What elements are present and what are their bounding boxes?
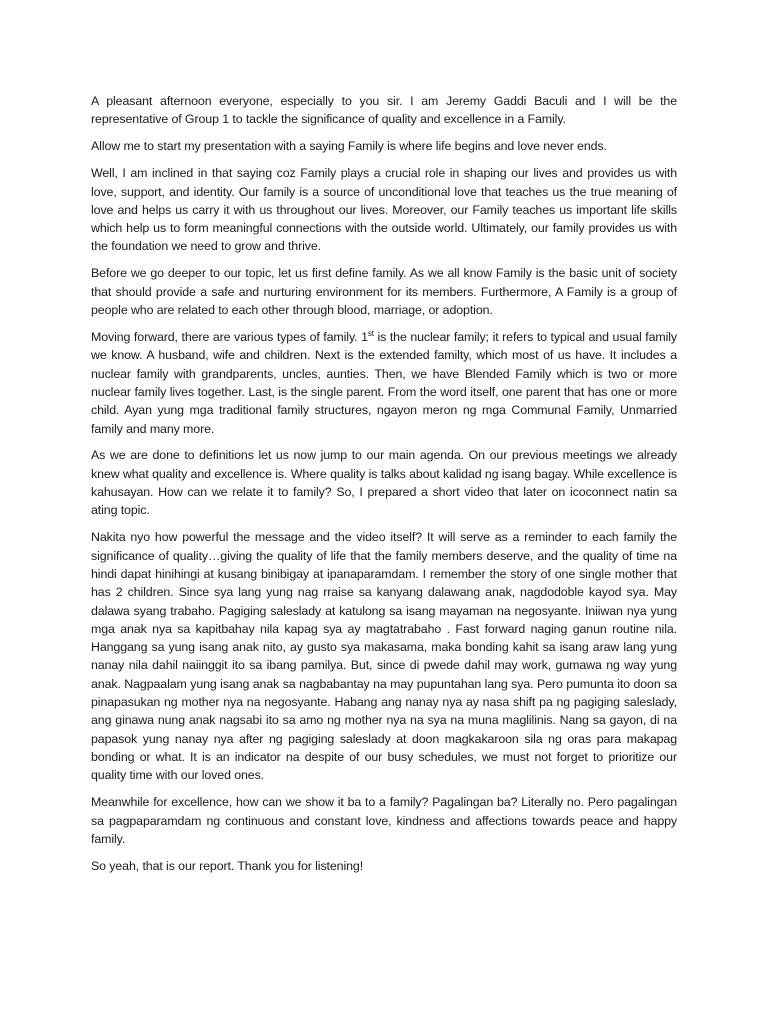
family-types-text-start: Moving forward, there are various types of family. 1 (91, 330, 368, 345)
paragraph-greeting: A pleasant afternoon everyone, especially to you sir. I am Jeremy Gaddi Baculi and I will be the representative of Group 1 to tackle the significance of quality and excellence in a Family. (91, 94, 677, 127)
paragraph-family-types (91, 328, 677, 438)
paragraph-family-role: Well, I am inclined in that saying coz Family plays a crucial role in shaping our lives and provides us with love, support, and identity. Our family is a source of unconditional love that teaches us the true meaning of love and helps us carry it with us throughout our lives. Moreover, our Family teaches us important life skills which help us to form meaningful connections with the outside world. Ultimately, our family provides us with the foundation we need to grow and thrive. (91, 166, 677, 254)
paragraph-family-definition: Before we go deeper to our topic, let us first define family. As we all know Family is the basic unit of society that should provide a safe and nurturing environment for its members. Furthermore, A Family is a group of people who are related to each other through blood, marriage, or adoption. (91, 266, 677, 318)
family-types-text-rest: is the nuclear family; it refers to typical and usual family we know. A husband, wife and children. Next is the extended familty, which most of us have. It includes a nuclear family with grandparents, uncles, aunties. Then, we have Blended Family which is two or more nuclear family lives together. Last, is the single parent. From the word itself, one parent that has one or more child. Ayan yung mga traditional family structures, ngayon meron ng mga Communal Family, Unmarried family and many more. (91, 330, 677, 436)
ordinal-superscript: st (367, 328, 374, 338)
paragraph-closing: So yeah, that is our report. Thank you for listening! (91, 858, 364, 873)
paragraph-opening-saying: Allow me to start my presentation with a saying Family is where life begins and love never ends. (91, 139, 607, 154)
paragraph-main-agenda: As we are done to definitions let us now jump to our main agenda. On our previous meetings we already knew what quality and excellence is. Where quality is talks about kalidad ng isang bagay. While excellence is kahusayan. How can we relate it to family? So, I prepared a short video that later on icoconnect natin sa ating topic. (91, 448, 677, 518)
paragraph-excellence: Meanwhile for excellence, how can we show it ba to a family? Pagalingan ba? Literally no. Pero pagalingan sa pagpaparamdam ng continuous and constant love, kindness and affections towards peace and happy family. (91, 795, 677, 846)
paragraph-quality-story: Nakita nyo how powerful the message and the video itself? It will serve as a reminder to each family the significance of quality…giving the quality of life that the family members deserve, and the quality of time na hindi dapat hinihingi at kusang binibigay at ipanaparamdam. I remember the story of one single mother that has 2 children. Since sya lang yung nag rraise sa kanyang dalawang anak, nagdodoble kayod sya. May dalawa syang trabaho. Pagiging saleslady at katulong sa isang mayaman na negosyante. Iniiwan nya yung mga anak nya sa kapitbahay nila kapag sya ay magtatrabaho . Fast forward naging ganun routine nila. Hanggang sa yung isang anak nito, ay gusto sya makasama, maka bonding kahit sa isang araw lang yung nanay nila dahil naiinggit ito sa ibang pamilya. But, since di pwede dahil may work, gumawa ng way yung anak. Nagpaalam yung isang anak sa nagbabantay na may pupuntahan lang sya. Pero pumunta ito doon sa pinapasukan ng mother nya na negosyante. Habang ang nanay nya ay nasa shift pa ng pagiging saleslady, ang ginawa nung anak nagsabi ito sa amo ng mother nya na sya na muna maglilinis. Nang sa gayon, di na papasok yung nanay nya after ng pagiging saleslady at doon magkakaroon sila ng oras para makapag bonding or what. It is an indicator na despite of our busy schedules, we must not forget to prioritize our quality time with our loved ones. (91, 530, 677, 783)
document-page (91, 92, 677, 884)
